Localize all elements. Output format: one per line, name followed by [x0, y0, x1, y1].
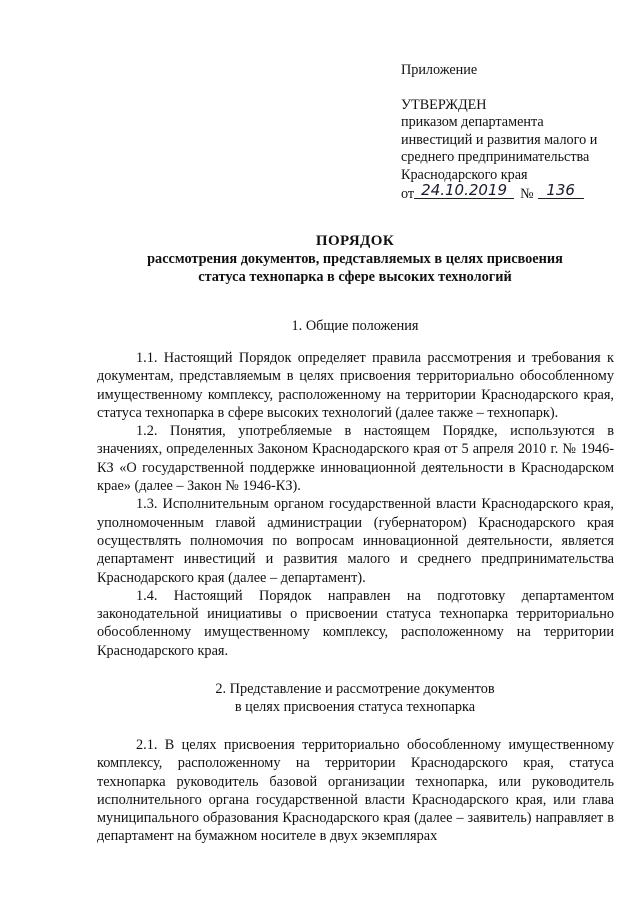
section-2-body	[97, 736, 614, 846]
paragraph-1-2: 1.2. Понятия, употребляемые в настоящем Порядке, используются в значениях, определенных Законом Краснодарского края от 5 апреля 2010 г. № 1946-КЗ «О государственной поддержке инновационной деятельности в Краснодарском крае» (далее – Закон № 1946-КЗ).	[97, 423, 614, 495]
approval-line-4: Краснодарского края	[401, 166, 528, 183]
section-2-heading-line-1: 2. Представление и рассмотрение документов	[215, 681, 495, 697]
paragraph-1-3: 1.3. Исполнительным органом государственной власти Краснодарского края, уполномоченным главой администрации (губернатором) Краснодарского края осуществлять полномочия по вопросам инновационной деятельности, является департамент инвестиций и развития малого и среднего предпринимательства Краснодарского края (далее – департамент).	[97, 496, 614, 586]
approval-line-2: инвестиций и развития малого и	[401, 131, 598, 148]
approval-stamp-block	[401, 62, 631, 205]
appendix-label: Приложение	[401, 62, 478, 78]
handwritten-number: 136	[538, 182, 584, 199]
number-sign: №	[520, 185, 534, 202]
date-prefix: от	[401, 185, 415, 202]
document-title-block	[60, 232, 639, 286]
document-subtitle-line-1: рассмотрения документов, представляемых в целях присвоения	[147, 251, 563, 267]
handwritten-date: 24.10.2019	[414, 182, 514, 199]
date-number-row	[401, 180, 631, 205]
approval-line-1: приказом департамента	[401, 114, 544, 131]
section-1-heading: 1. Общие положения	[291, 318, 419, 334]
approved-label: УТВЕРЖДЕН	[401, 96, 487, 113]
paragraph-2-1: 2.1. В целях присвоения территориально обособленному имущественному комплексу, расположенному на территории Краснодарского края, статуса технопарка руководитель базовой организации технопарка, или руководитель исполнительного органа государственной власти Краснодарского края, или глава муниципального образования Краснодарского края (далее – заявитель) направляет в департамент на бумажном носителе в двух экземплярах	[97, 737, 614, 845]
document-title: ПОРЯДОК	[315, 233, 395, 249]
section-2-heading-line-2: в целях присвоения статуса технопарка	[234, 699, 476, 715]
paragraph-1-1: 1.1. Настоящий Порядок определяет правила рассмотрения и требования к документам, представляемым в целях присвоения территориально обособленному имущественному комплексу, расположенному на территории Краснодарского края, статуса технопарка в сфере высоких технологий (далее также – технопарк).	[97, 350, 614, 421]
section-1-body	[97, 349, 614, 660]
approval-line-3: среднего предпринимательства	[401, 149, 590, 166]
document-subtitle-line-2: статуса технопарка в сфере высоких технологий	[198, 269, 512, 285]
paragraph-1-4: 1.4. Настоящий Порядок направлен на подготовку департаментом законодательной инициативы о присвоении статуса технопарка территориально обособленному имущественному комплексу, расположенному на территории Краснодарского края.	[97, 587, 614, 659]
